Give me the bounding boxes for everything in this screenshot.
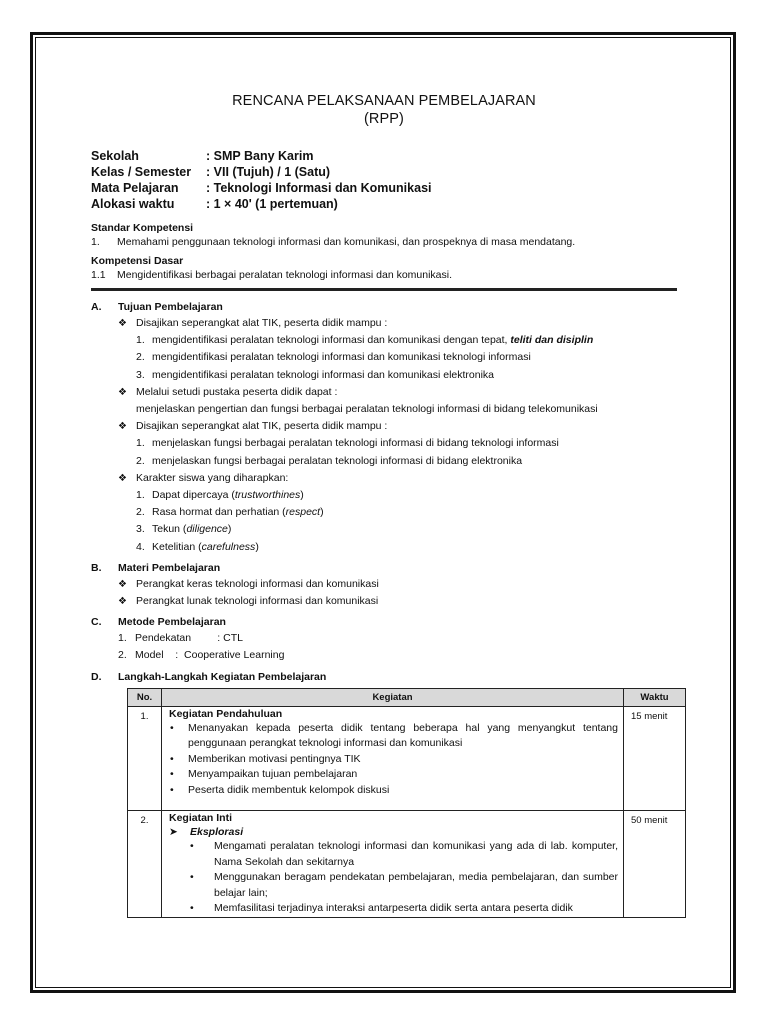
list-item: • Menyampaikan tujuan pembelajaran [169, 767, 618, 783]
list-item: • Menggunakan beragam pendekatan pembelajaran, media pembelajaran, dan sumber belajar lain; [169, 870, 618, 901]
diamond-bullet-icon: ❖ [118, 421, 127, 433]
section-letter: A. [91, 301, 102, 313]
list-text: Pendekatan : CTL [135, 632, 243, 645]
section-a-body [91, 315, 677, 556]
sub-list [118, 435, 677, 469]
subsection-heading: ➤ Eksplorasi [169, 826, 244, 839]
list-item: 4. Ketelitian (carefulness) [136, 540, 259, 553]
column-header-waktu: Waktu [624, 688, 686, 706]
document-page [91, 92, 677, 918]
identity-value: : SMP Bany Karim [206, 149, 314, 163]
list-item: 2. mengidentifikasi peralatan teknologi informasi dan komunikasi teknologi informasi [136, 349, 677, 366]
title-line-1: RENCANA PELAKSANAAN PEMBELAJARAN [232, 93, 536, 109]
diamond-bullet-icon: ❖ [118, 386, 127, 398]
list-item [118, 384, 677, 401]
list-text: menjelaskan fungsi berbagai peralatan teknologi informasi di bidang teknologi informasi [152, 437, 559, 450]
standar-num: 1. [91, 236, 100, 248]
identity-value: : Teknologi Informasi dan Komunikasi [206, 181, 432, 195]
row-duration: 50 menit [624, 811, 686, 918]
bullet-icon: • [170, 783, 174, 796]
list-item: 2. Rasa hormat dan perhatian (respect) [136, 506, 324, 519]
list-text: Disajikan seperangkat alat TIK, peserta didik mampu : [136, 420, 388, 433]
standar-heading: Standar Kompetensi [91, 222, 194, 234]
row-activity [162, 811, 624, 918]
identity-row [91, 180, 677, 196]
emphasis-text: teliti dan disiplin [510, 334, 594, 347]
list-text: Melalui setudi pustaka peserta didik dapat : [136, 385, 338, 398]
activity-title: Kegiatan Inti [169, 812, 233, 825]
list-item [118, 418, 677, 435]
list-item: • Memberikan motivasi pentingnya TIK [169, 752, 618, 768]
standar-item [91, 235, 677, 250]
list-text: Perangkat keras teknologi informasi dan komunikasi [136, 577, 379, 590]
identity-label: Kelas / Semester [91, 165, 192, 179]
kompetensi-dasar [91, 254, 677, 283]
list-item: 1. Pendekatan : CTL [118, 630, 677, 647]
identity-row [91, 196, 677, 212]
list-item: 2. menjelaskan fungsi berbagai peralatan teknologi informasi di bidang elektronika [136, 453, 677, 470]
section-title: Langkah-Langkah Kegiatan Pembelajaran [118, 670, 327, 683]
document-title [91, 92, 677, 128]
table-row [128, 811, 686, 918]
list-item [118, 315, 677, 332]
section-b-body [91, 576, 677, 610]
identity-value: : 1 × 40' (1 pertemuan) [206, 197, 338, 211]
divider-rule [91, 288, 677, 291]
bullet-icon: • [190, 902, 194, 915]
list-item: 2. Model : Cooperative Learning [118, 647, 677, 664]
list-item: • Peserta didik membentuk kelompok diskusi [169, 783, 618, 799]
bullet-icon: • [170, 721, 174, 734]
arrow-bullet-icon: ➤ [169, 826, 178, 839]
identity-label: Mata Pelajaran [91, 181, 179, 195]
list-text: mengidentifikasi peralatan teknologi informasi dan komunikasi dengan tepat, [152, 334, 508, 347]
list-item: • Memfasilitasi terjadinya interaksi antarpeserta didik serta antara peserta didik [169, 901, 618, 917]
list-text: menjelaskan pengertian dan fungsi berbagai peralatan teknologi informasi di bidang telekomunikasi [136, 403, 598, 416]
bullet-icon: • [170, 752, 174, 765]
diamond-bullet-icon: ❖ [118, 596, 127, 608]
column-header-kegiatan: Kegiatan [162, 688, 624, 706]
section-d-heading [91, 669, 677, 685]
kompetensi-num: 1.1 [91, 269, 106, 281]
section-c-body [91, 630, 677, 664]
bullet-icon: • [190, 840, 194, 853]
row-number: 2. [128, 811, 162, 918]
row-number: 1. [128, 706, 162, 811]
section-title: Tujuan Pembelajaran [118, 301, 223, 313]
identity-label: Sekolah [91, 149, 139, 163]
section-a-heading [91, 299, 677, 315]
diamond-bullet-icon: ❖ [118, 578, 127, 590]
bullet-icon: • [170, 768, 174, 781]
list-text: menjelaskan fungsi berbagai peralatan teknologi informasi di bidang elektronika [152, 454, 523, 467]
identity-row [91, 164, 677, 180]
sub-list [118, 332, 677, 384]
sub-list [169, 839, 618, 917]
list-text: mengidentifikasi peralatan teknologi informasi dan komunikasi elektronika [152, 368, 495, 381]
kompetensi-item [91, 268, 677, 283]
identity-label: Alokasi waktu [91, 197, 175, 211]
activity-title: Kegiatan Pendahuluan [169, 707, 283, 720]
title-line-2: (RPP) [364, 111, 404, 127]
list-item [118, 470, 677, 487]
row-activity [162, 706, 624, 811]
identity-value: : VII (Tujuh) / 1 (Satu) [206, 165, 331, 179]
section-title: Materi Pembelajaran [118, 561, 221, 574]
list-text: Disajikan seperangkat alat TIK, peserta didik mampu : [136, 317, 388, 329]
kompetensi-heading: Kompetensi Dasar [91, 255, 184, 267]
list-item [118, 593, 677, 610]
table-row [128, 706, 686, 811]
section-b-heading [91, 560, 677, 576]
section-letter: D. [91, 670, 102, 683]
bullet-icon: • [190, 871, 194, 884]
table-header-row [128, 688, 686, 706]
diamond-bullet-icon: ❖ [118, 318, 127, 329]
sub-list [118, 487, 677, 556]
list-item: 3. mengidentifikasi peralatan teknologi informasi dan komunikasi elektronika [136, 367, 677, 384]
list-item: • Mengamati peralatan teknologi informasi dan komunikasi yang ada di lab. komputer, Nama Sekolah dan sekitarnya [169, 839, 618, 870]
diamond-bullet-icon: ❖ [118, 472, 127, 484]
list-text: Perangkat lunak teknologi informasi dan komunikasi [136, 595, 379, 608]
row-duration: 15 menit [624, 706, 686, 811]
list-item: 1. menjelaskan fungsi berbagai peralatan teknologi informasi di bidang teknologi informasi [136, 435, 677, 452]
list-item [118, 576, 677, 593]
list-text: Karakter siswa yang diharapkan: [136, 471, 289, 484]
identity-row [91, 148, 677, 164]
list-item: 3. Tekun (diligence) [136, 523, 232, 536]
identity-block [91, 148, 677, 212]
section-title: Metode Pembelajaran [118, 616, 226, 629]
list-text: mengidentifikasi peralatan teknologi informasi dan komunikasi teknologi informasi [152, 351, 531, 364]
list-item: • Menanyakan kepada peserta didik tentang beberapa hal yang menyangkut tentang penggunaan perangkat teknologi informasi dan komunikasi [169, 721, 618, 752]
standar-kompetensi [91, 221, 677, 250]
column-header-no: No. [128, 688, 162, 706]
list-item: 1. mengidentifikasi peralatan teknologi informasi dan komunikasi dengan tepat, teliti dan disiplin [136, 334, 594, 347]
section-c-heading [91, 614, 677, 630]
section-letter: B. [91, 561, 102, 574]
standar-text: Memahami penggunaan teknologi informasi dan komunikasi, dan prospeknya di masa mendatang. [117, 236, 576, 248]
list-item: 1. Dapat dipercaya (trustworthines) [136, 489, 304, 502]
kompetensi-text: Mengidentifikasi berbagai peralatan teknologi informasi dan komunikasi. [117, 269, 453, 281]
activity-table [127, 688, 686, 918]
list-text: Model : Cooperative Learning [135, 649, 285, 662]
section-letter: C. [91, 616, 102, 629]
